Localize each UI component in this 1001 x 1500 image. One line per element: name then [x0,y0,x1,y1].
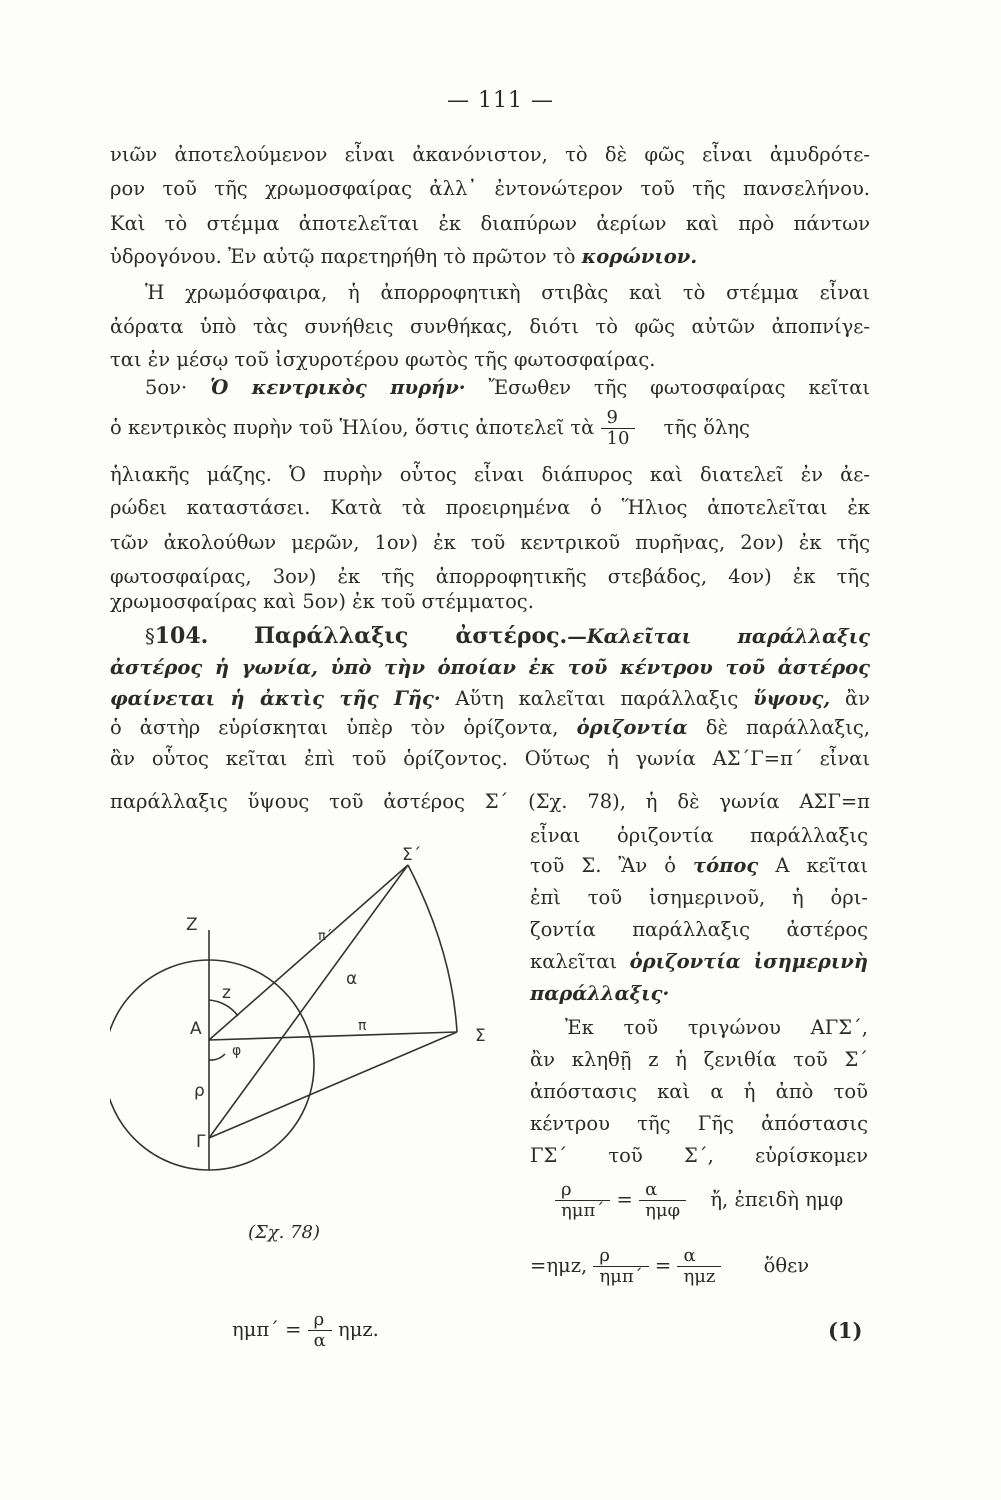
text-fragment: τῆς ὅλης [663,416,750,439]
text-line [110,245,870,268]
text-line: ἂν κληθῇ z ἡ ζενιθία τοῦ Σ΄ [530,1048,868,1071]
item5-prefix: 5ον· [145,376,188,399]
equals: = [654,1254,672,1277]
text-fragment: ἤ, ἐπειδὴ ημφ [710,1188,844,1211]
text-line: νιῶν ἀποτελούμενον εἶναι ἀκανόνιστον, τὸ δὲ φῶς εἶναι ἀμυδρότε- [110,143,870,166]
fraction-9-10 [601,408,636,449]
text-fragment: =ημz, [530,1254,588,1277]
text-fragment: Ἔσωθεν τῆς φωτοσφαίρας κεῖται [488,376,871,399]
text-line: ἀπόστασις καὶ α ἡ ἀπὸ τοῦ [530,1080,868,1103]
numerator: α [677,1246,721,1267]
section-definition: —Καλεῖται παράλλαξις [567,625,871,648]
text-line [110,687,870,710]
numerator: α [639,1180,686,1201]
label-z: z [222,983,231,1003]
text-fragment: ημπ΄ = [232,1318,302,1341]
section-definition-line: ἀστέρος ἡ γωνία, ὑπὸ τὴν ὁποίαν ἐκ τοῦ κέντρου τοῦ ἀστέρος [110,656,870,679]
numerator: ρ [593,1246,648,1267]
text-line: κέντρου τῆς Γῆς ἀπόστασις [530,1112,868,1135]
page-number: — 111 — [447,88,554,113]
parallax-diagram [110,840,510,1220]
text-fragment: καλεῖται [530,950,618,973]
text-fragment: ὑδρογόνου. Ἐν αὐτῷ παρετηρήθη τὸ πρῶτον τὸ [110,245,576,268]
text-fragment: τοῦ Σ. Ἂν ὁ [530,854,676,877]
text-line: ἀόρατα ὑπὸ τὰς συνήθεις συνθήκας, διότι τὸ φῶς αὐτῶν ἀποπνίγε- [110,315,870,338]
arc-S2-S [408,865,457,1032]
text-line [530,854,868,877]
text-line: ται ἐν μέσῳ τοῦ ἰσχυροτέρου φωτὸς τῆς φωτοσφαίρας. [110,348,656,371]
text-line: εἶναι ὁριζοντία παράλλαξις [530,824,868,847]
equation-tag: (1) [828,1318,863,1343]
text-fragment: ὁ κεντρικὸς πυρὴν τοῦ Ἡλίου, ὅστις ἀποτελεῖ τὰ [110,416,595,439]
text-line [145,376,870,399]
text-line: παράλλαξις· [530,982,670,1005]
label-G: Γ [196,1132,206,1152]
item5-title: Ὁ κεντρικὸς πυρήν· [210,376,466,399]
term-height-parallax: ὕψους, [753,687,831,710]
equation-2 [530,1246,868,1287]
denominator: ημπ΄ [599,1266,643,1287]
section-heading-line [145,623,870,649]
earth-circle [110,960,314,1170]
term-coronium: κορώνιον. [581,245,698,268]
section-number: 104. [154,623,209,649]
text-line: ρον τοῦ τῆς χρωμοσφαίρας ἀλλ᾿ ἐντονώτερον τοῦ τῆς πανσελήνου. [110,177,870,200]
section-definition: φαίνεται ἡ ἀκτὶς τῆς Γῆς· [110,687,441,710]
numerator: ρ [308,1310,332,1331]
equation-3 [232,1310,872,1351]
denominator: ημπ΄ [561,1200,605,1221]
text-line: Ἡ χρωμόσφαιρα, ἡ ἀπορροφητικὴ στιβὰς καὶ τὸ στέμμα εἶναι [145,281,870,304]
text-line: ζοντία παράλλαξις ἀστέρος [530,918,868,941]
equals: = [616,1188,633,1211]
text-fragment: ὅθεν [763,1254,810,1277]
text-fragment: ἂν [844,687,870,710]
line-A-S2 [209,865,408,1040]
horizon-line [209,1032,457,1040]
fraction-denominator: 10 [606,428,630,449]
denominator: α [313,1330,326,1351]
label-pi: π [358,1018,367,1034]
text-fragment: Αὕτη καλεῖται παράλλαξις [455,687,739,710]
text-line: ἂν οὗτος κεῖται ἐπὶ τοῦ ὁρίζοντος. Οὕτως ἡ γωνία ΑΣ΄Γ=π΄ εἶναι [110,747,870,770]
term-horizontal: ὁριζοντία [576,716,688,739]
text-fragment: δὲ παράλλαξις, [705,716,870,739]
fraction [308,1310,332,1351]
term-equatorial: ὁριζοντία ἰσημερινὴ [629,950,869,973]
label-alpha: α [346,969,358,989]
text-line [110,716,870,739]
denominator: ημφ [645,1200,681,1221]
fraction [677,1246,721,1287]
text-line: Καὶ τὸ στέμμα ἀποτελεῖται ἐκ διαπύρων ἀερίων καὶ πρὸ πάντων [110,212,870,235]
text-line: παράλλαξις ὕψους τοῦ ἀστέρος Σ΄ (Σχ. 78), ἡ δὲ γωνία ΑΣΓ=π [110,790,870,813]
text-line: Ἐκ τοῦ τριγώνου ΑΓΣ΄, [565,1016,868,1039]
text-fragment: Α κεῖται [775,854,868,877]
label-pi-prime: π΄ [318,929,333,944]
text-line: ἐπὶ τοῦ ἰσημερινοῦ, ἡ ὁρι- [530,886,868,909]
text-line: ἡλιακῆς μάζης. Ὁ πυρὴν οὗτος εἶναι διάπυρος καὶ διατελεῖ ἐν ἀε- [110,463,870,486]
label-rho: ρ [194,1081,205,1101]
label-S: Σ [475,1026,486,1046]
equation-1 [555,1180,868,1221]
text-line: φωτοσφαίρας, 3ον) ἐκ τῆς ἀπορροφητικῆς στεβάδος, 4ον) ἐκ τῆς [110,565,870,588]
fraction [555,1180,610,1221]
text-line [530,950,868,973]
text-line: ρώδει καταστάσει. Κατὰ τὰ προειρημένα ὁ Ἥλιος ἀποτελεῖται ἐκ [110,496,870,519]
fraction [593,1246,648,1287]
text-line: τῶν ἀκολούθων μερῶν, 1ον) ἐκ τοῦ κεντρικοῦ πυρῆνας, 2ον) ἐκ τῆς [110,531,870,554]
text-fragment: ημz. [338,1318,379,1341]
denominator: ημz [683,1266,716,1287]
label-Z: Z [186,915,198,935]
numerator: ρ [555,1180,610,1201]
label-A: A [190,1019,202,1039]
text-line: χρωμοσφαίρας καὶ 5ον) ἐκ τοῦ στέμματος. [110,590,534,613]
line-G-S [209,1032,457,1138]
fraction-numerator: 9 [601,408,636,429]
text-line [110,408,870,449]
label-phi: φ [232,1043,242,1059]
section-mark: § [145,625,155,648]
label-S-prime: Σ΄ [402,845,422,865]
fraction [639,1180,686,1221]
text-fragment: ὁ ἀστὴρ εὑρίσκηται ὑπὲρ τὸν ὁρίζοντα, [110,716,559,739]
term-topos: τόπος [693,854,759,877]
text-line: ΓΣ΄ τοῦ Σ΄, εὑρίσκομεν [530,1144,868,1167]
section-title: Παράλλαξις ἀστέρος. [254,623,568,649]
angle-phi-arc [209,1054,225,1060]
figure-caption: (Σχ. 78) [248,1222,321,1243]
